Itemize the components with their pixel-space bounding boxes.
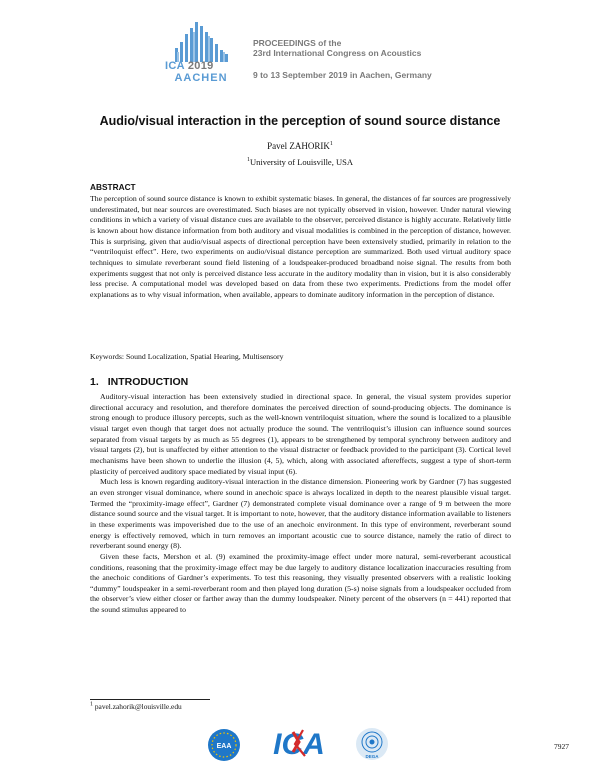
keywords: Keywords: Sound Localization, Spatial Hearing, Multisensory [90,352,284,361]
section-number: 1. [90,376,99,388]
logo-year: 2019 [187,60,214,72]
conference-header [165,18,585,88]
introduction-section [90,392,511,616]
affiliation-text: University of Louisville, USA [250,157,353,167]
proceedings-line: PROCEEDINGS of the [253,38,342,48]
aachen-skyline-icon [173,20,231,62]
dega-label: DEGA [365,754,379,759]
introduction-heading [90,376,511,388]
section-title: INTRODUCTION [107,376,189,388]
paper-title: Audio/visual interaction in the perception of sound source distance [99,114,501,128]
congress-dates: 9 to 13 September 2019 in Aachen, Germany [253,70,432,80]
ica-label: ICA [273,728,325,761]
author-name: Pavel ZAHORIK [267,141,330,151]
logo-city: AACHEN [174,72,228,84]
page-number: 7927 [554,742,569,751]
footnote-mark: 1 [90,701,93,708]
conference-info [253,38,432,80]
footnote-email[interactable]: pavel.zahorik@louisville.edu [94,702,182,711]
ica-2019-aachen-logo [165,18,237,84]
intro-paragraph-3: Given these facts, Mershon et al. (9) examined the proximity-image effect under more natural, semi-reverberant acoustical conditions, reasoning that the proximity-image effect may be due largely to auditory distance localization inaccuracies resulting from the anechoic conditions of Gardner’s experiments. To test this reasoning, they visually presented observers with a realistic looking “dummy” loudspeaker in a semi-reverberant room and then played long duration (5-s) noise signals from a loudspeaker occluded from the observer’s view either closer or farther away than the dummy loudspeaker. Ninety percent of the observers (n = 441) reported that the sound stimulus appeared to [90,551,511,615]
author-superscript: 1 [329,141,333,147]
intro-paragraph-2: Much less is known regarding auditory-visual interaction in the distance dimension. Pioneering work by Gardner (7) has suggested an even stronger visual dominance, where sound in anechoic space is always localized in depth to the nearest plausible visual target. Termed the “proximity-image effect”, Gardner (7) demonstrated complete visual dominance over a range of 9 m between the more distance sound source and the visual target. It is important to note, however, that the auditory distance information available to listeners in these experiments was impoverished due to the use of an anechoic environment. In this type of environment, reverberant sound energy is effectively removed, which in turn removes an important acoustic cue to source distance, namely the ratio of direct to reverberant sound energy (8). [90,477,511,551]
affiliation-superscript: 1 [247,157,251,164]
eaa-logo-icon [207,728,241,762]
abstract-text: The perception of sound source distance is known to exhibit systematic biases. In general, the distances of far sources are progressively underestimated, but near sources are overestimated. Such biases are not typically observed in vision, however. Under natural viewing conditions in which a variety of visual distance cues are available to the observer, perceived distance is highly accurate. Relatively little is known about how distance information from both auditory and visual modalities is combined in the perception of distance, however. This is surprising, given that audio/visual aspects of directional perception have been extensively studied, primarily in relation to the “ventriloquist effect”. Here, two experiments on audio/visual distance perception are summarized. Both used virtual auditory space techniques to simulate reverberant sound field listening of a loudspeaker-produced broadband noise signal. The results from both experiments suggest that not only is perceived distance less accurate in the auditory modality than in vision, but it is also considerably less precise. A computational model was developed based on data from these two experiments. Predictions from the model offer explanations as to why visual information, when available, appears to dominate auditory information in the perception of distance. [90,194,511,299]
abstract-heading: ABSTRACT [90,182,136,192]
ica-logo-icon [259,722,339,762]
dega-logo-icon [355,727,389,761]
eaa-label: EAA [216,743,232,750]
logo-ica-text: ICA 2019 [165,60,214,72]
author-line [0,141,600,151]
abstract-section [90,194,511,301]
footnote [90,702,182,711]
affiliation-line [0,157,600,167]
intro-paragraph-1: Auditory-visual interaction has been extensively studied in directional space. In general, the visual system provides superior directional accuracy and resolution, and therefore dominates the perceived direction of sound-producing objects. The dominance is strong enough to produce illusory percepts, such as the well-known ventriloquist situation, where the sound is localized to a plausible visual target even though that target does not actually produce the sound. The ventriloquist’s illusion can influence sound sources separated from visual targets by as much as 55 degrees (1), appears to be strengthened by temporal synchrony between auditory and visual targets (2), but is unaffected by either attention to the visual distracter or feedback provided to the participant (3). Cortical level mechanisms have been shown to underlie the illusion (4, 5), which, along with associated aftereffects, suggest a type of short-term plasticity of perceived auditory space mediated by visual input (6). [90,392,511,476]
congress-line: 23rd International Congress on Acoustics [253,48,422,58]
footnote-rule [90,699,210,700]
